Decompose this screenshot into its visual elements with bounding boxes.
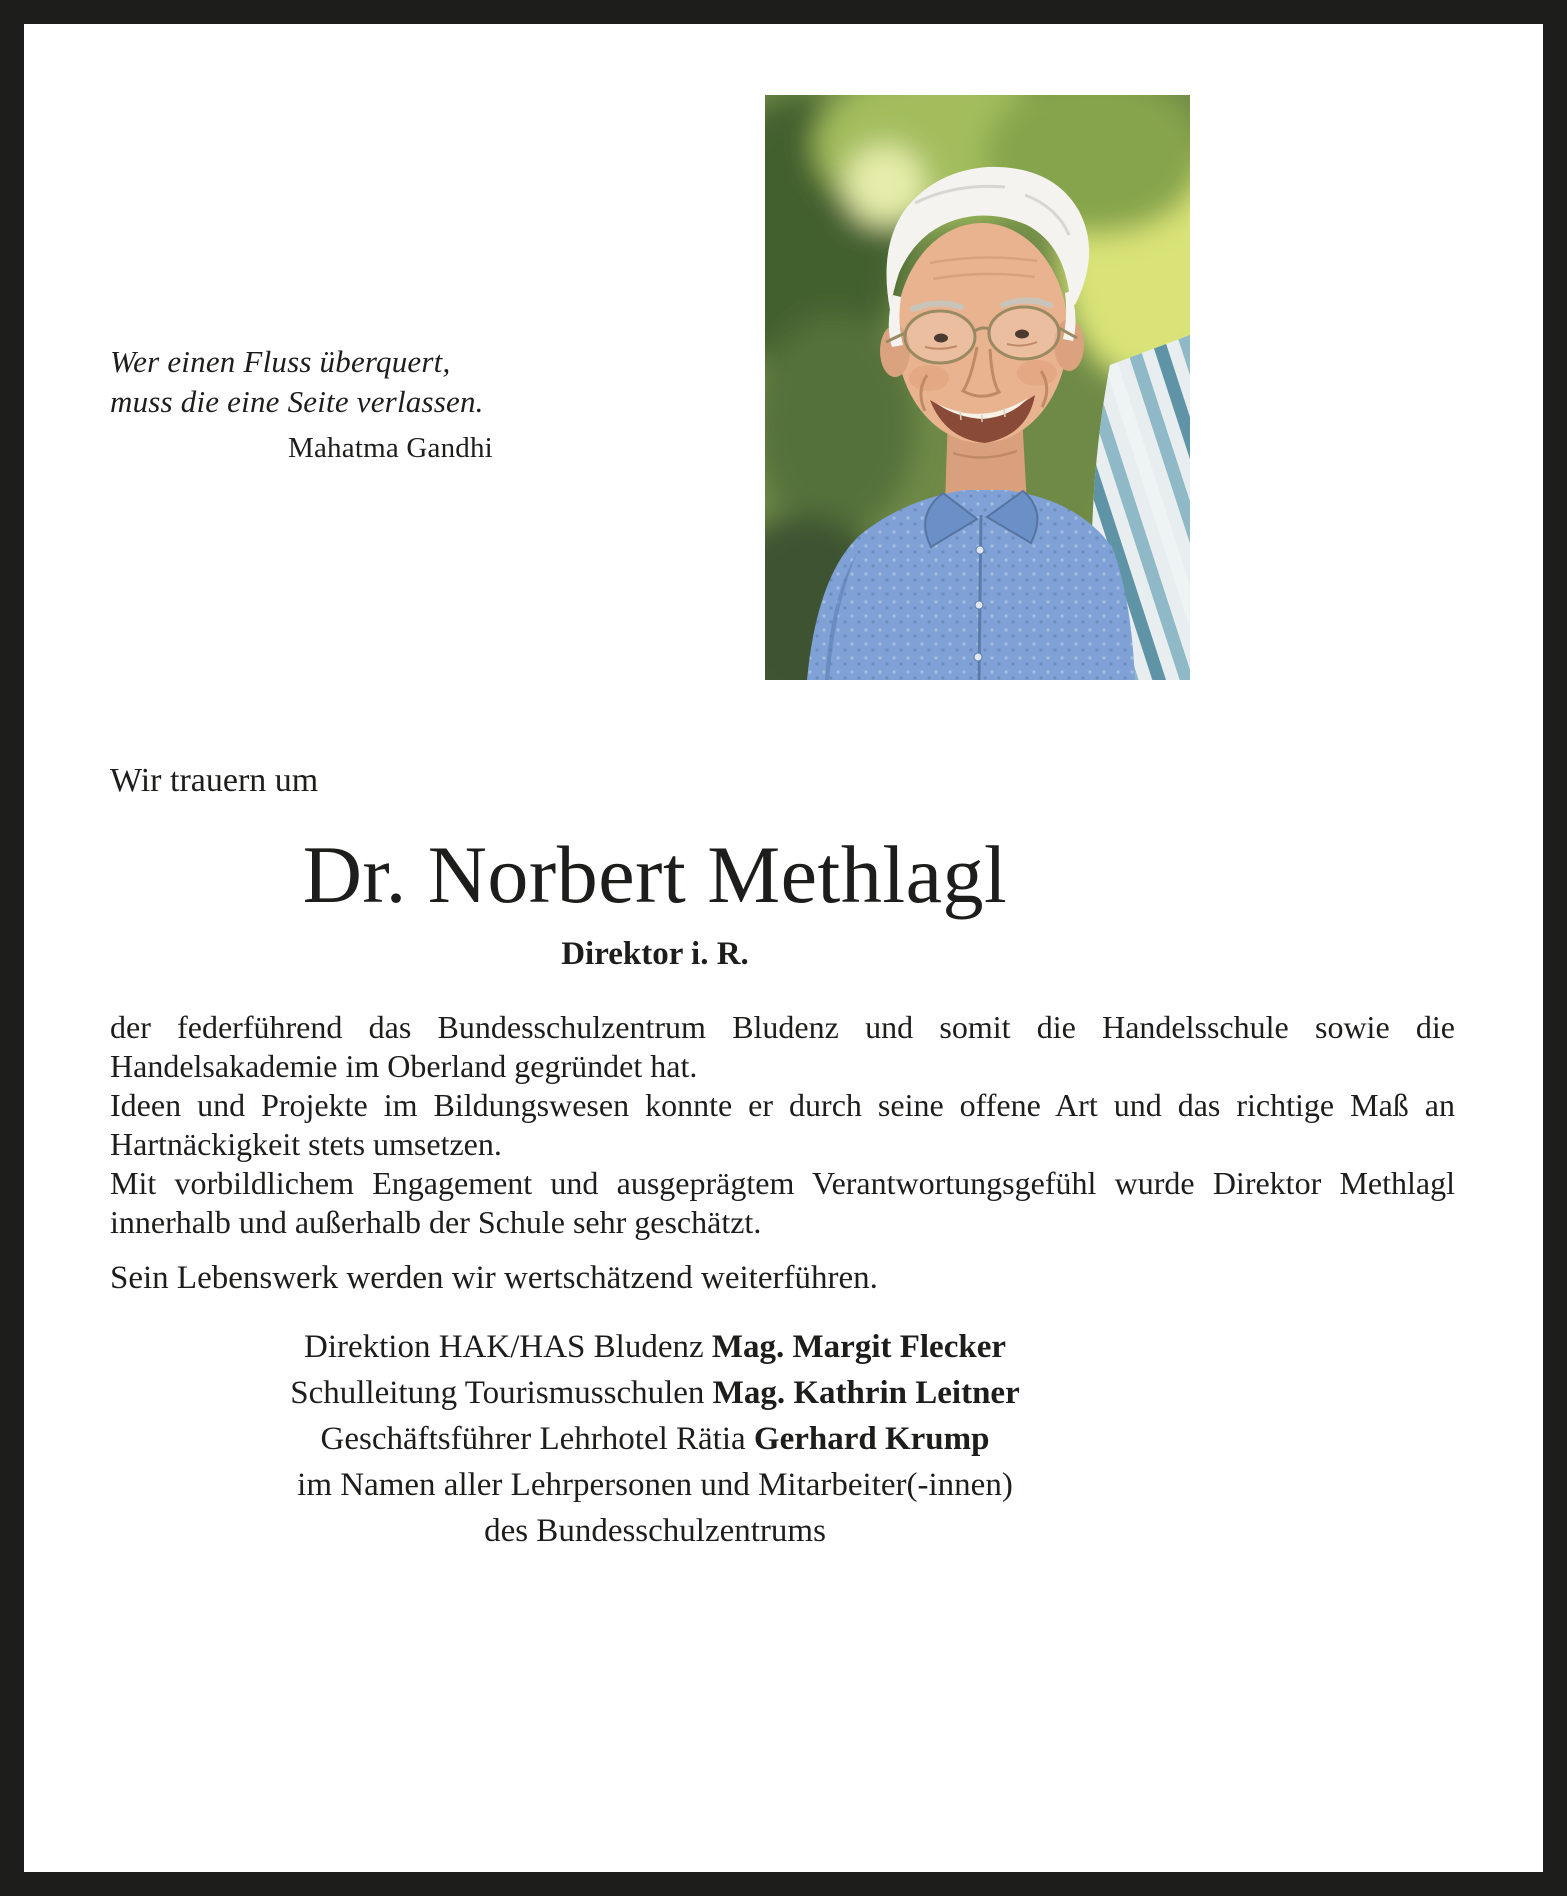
obituary-text [110, 1008, 1455, 1242]
quote-line: muss die eine Seite verlassen. [110, 384, 484, 419]
signature-name: Gerhard Krump [753, 1421, 990, 1457]
signature-footer-line: im Namen aller Lehrpersonen und Mitarbeiter(-innen) [297, 1467, 1013, 1503]
signature-name: Mag. Margit Flecker [711, 1329, 1006, 1365]
quote-line: Wer einen Fluss überquert, [110, 344, 451, 379]
body-paragraph: Mit vorbildlichem Engagement und ausgeprägtem Verantwortungsgefühl wurde Direktor Methlagl innerhalb und außerhalb der Schule sehr geschätzt. [110, 1165, 1455, 1240]
signature-role: Direktion HAK/HAS Bludenz [303, 1329, 704, 1365]
signature-role: Geschäftsführer Lehrhotel Rätia [320, 1421, 746, 1457]
memorial-card [24, 24, 1543, 1872]
quote [110, 342, 493, 468]
closing-line: Sein Lebenswerk werden wir wertschätzend weiterführen. [110, 1260, 878, 1296]
body-paragraph: Ideen und Projekte im Bildungswesen konnte er durch seine offene Art und das richtige Maß an Hartnäckigkeit stets umsetzen. [110, 1087, 1455, 1162]
intro-line: Wir trauern um [110, 762, 319, 799]
signature-line [110, 1416, 1200, 1462]
quote-attribution: Mahatma Gandhi [288, 432, 493, 464]
signature-role: Schulleitung Tourismusschulen [290, 1375, 705, 1411]
signature-line [110, 1370, 1200, 1416]
signature-footer-line: des Bundesschulzentrums [484, 1513, 826, 1549]
deceased-name: Dr. Norbert Methlagl [302, 829, 1008, 920]
portrait-photo [765, 95, 1190, 680]
signature-name: Mag. Kathrin Leitner [712, 1375, 1020, 1411]
body-paragraph: der federführend das Bundesschulzentrum Bludenz und somit die Handelsschule sowie die Handelsakademie im Oberland gegründet hat. [110, 1009, 1455, 1084]
portrait-photo-graphic [765, 95, 1190, 680]
signature-block [110, 1324, 1200, 1554]
signature-line [110, 1324, 1200, 1370]
deceased-title: Direktor i. R. [561, 936, 749, 972]
